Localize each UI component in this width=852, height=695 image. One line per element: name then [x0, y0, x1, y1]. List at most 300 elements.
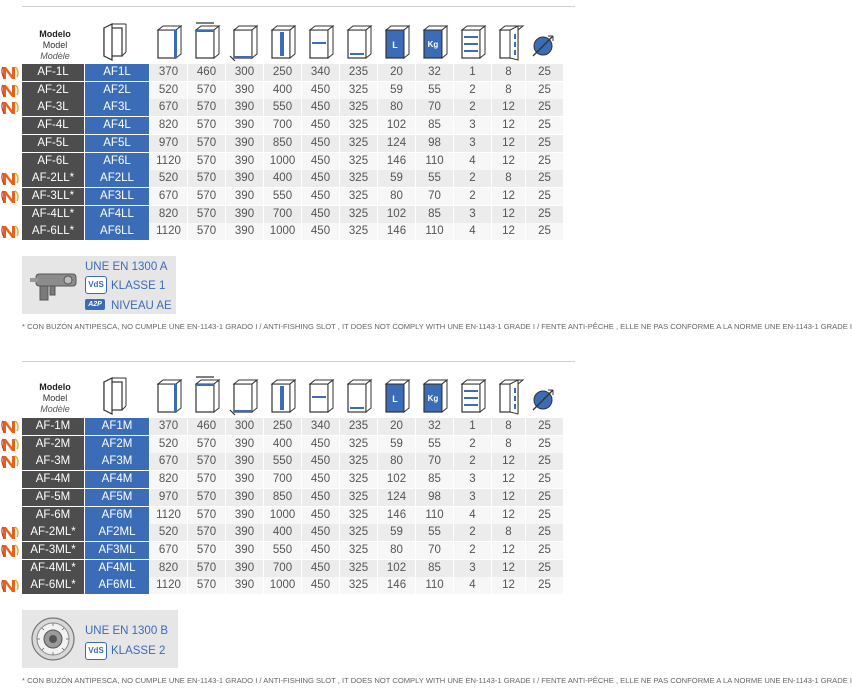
spec-cell: 400 [264, 436, 301, 453]
spec-cell: 2 [454, 524, 491, 541]
spec-cell: 80 [378, 453, 415, 470]
table-row [0, 524, 575, 541]
spec-cell: 85 [416, 560, 453, 577]
spec-cell: 70 [416, 99, 453, 116]
bolts-icon [492, 20, 530, 64]
spec-cell: 2 [454, 82, 491, 99]
spec-cell: 235 [340, 418, 377, 435]
spec-cell: 850 [264, 489, 301, 506]
product-code-cell: AF1L [85, 64, 149, 81]
spec-cell: 390 [226, 560, 263, 577]
model-name-cell: AF-6LL* [22, 223, 84, 240]
new-badge-icon [2, 100, 20, 115]
spec-cell: 550 [264, 188, 301, 205]
table-row [0, 170, 575, 187]
spec-cell: 2 [454, 99, 491, 116]
spec-cell: 55 [416, 436, 453, 453]
spec-cell: 390 [226, 206, 263, 223]
spec-cell: 25 [526, 577, 563, 594]
spec-cell: 110 [416, 153, 453, 170]
spec-cell: 102 [378, 117, 415, 134]
spec-cell: 450 [302, 99, 339, 116]
model-name-cell: AF-2M [22, 436, 84, 453]
outer-depth-icon [226, 374, 264, 418]
product-code-cell: AF5L [85, 135, 149, 152]
spec-cell: 3 [454, 117, 491, 134]
table-row [0, 64, 575, 81]
spec-cell: 8 [492, 64, 525, 81]
model-column-header: Modelo Model Modèle [39, 382, 71, 414]
cert-klasse: KLASSE 1 [111, 280, 166, 292]
product-code-cell: AF3ML [85, 542, 149, 559]
spec-cell: 146 [378, 507, 415, 524]
spec-cell: 390 [226, 524, 263, 541]
spec-cell: 550 [264, 453, 301, 470]
spec-cell: 85 [416, 471, 453, 488]
spec-cell: 450 [302, 188, 339, 205]
door-icon [96, 20, 134, 64]
spec-cell: 970 [150, 489, 187, 506]
product-code-cell: AF2M [85, 436, 149, 453]
spec-cell: 3 [454, 471, 491, 488]
spec-cell: 570 [188, 153, 225, 170]
spec-cell: 110 [416, 507, 453, 524]
spec-cell: 570 [188, 542, 225, 559]
model-name-cell: AF-5L [22, 135, 84, 152]
volume-icon [378, 374, 416, 418]
spec-cell: 450 [302, 206, 339, 223]
spec-cell: 1 [454, 418, 491, 435]
spec-cell: 124 [378, 135, 415, 152]
spec-cell: 55 [416, 524, 453, 541]
spec-cell: 12 [492, 206, 525, 223]
new-badge-icon [2, 543, 20, 558]
spec-cell: 325 [340, 489, 377, 506]
spec-cell: 325 [340, 188, 377, 205]
spec-cell: 390 [226, 82, 263, 99]
product-code-cell: AF2LL [85, 170, 149, 187]
model-name-cell: AF-6L [22, 153, 84, 170]
spec-cell: 8 [492, 436, 525, 453]
certification-box [22, 610, 178, 668]
spec-cell: 2 [454, 453, 491, 470]
spec-cell: 25 [526, 82, 563, 99]
spec-cell: 570 [188, 524, 225, 541]
spec-cell: 12 [492, 153, 525, 170]
table-row [0, 507, 575, 524]
column-icon-row [0, 374, 575, 418]
a2p-badge: A2P [85, 299, 105, 310]
cert-norm: UNE EN 1300 B [85, 625, 169, 637]
spec-cell: 102 [378, 206, 415, 223]
table-row [0, 418, 575, 435]
model-name-cell: AF-4M [22, 471, 84, 488]
spec-cell: 102 [378, 471, 415, 488]
spec-cell: 670 [150, 542, 187, 559]
spec-cell: 390 [226, 507, 263, 524]
inner-width-icon [302, 20, 340, 64]
spec-cell: 390 [226, 489, 263, 506]
spec-cell: 570 [188, 489, 225, 506]
spec-cell: 450 [302, 170, 339, 187]
door-icon [96, 374, 134, 418]
spec-cell: 80 [378, 542, 415, 559]
spec-cell: 325 [340, 206, 377, 223]
spec-cell: 300 [226, 64, 263, 81]
inner-depth-icon [340, 20, 378, 64]
spec-cell: 520 [150, 170, 187, 187]
spec-cell: 390 [226, 117, 263, 134]
footnote: * CON BUZÓN ANTIPESCA, NO CUMPLE UNE EN-1143-1 GRADO I / ANTI-FISHING SLOT , IT DOES NOT COMPLY WITH UNE EN-1143-1 GRADE I / FENTE ANTI-PÊCHE , ELLE NE PAS CONFORME A LA NORME UNE EN-1143-1 GRADE I [22, 322, 852, 331]
cert-niveau: NIVEAU AE [111, 300, 172, 312]
new-badge-icon [2, 224, 20, 239]
spec-cell: 700 [264, 560, 301, 577]
spec-cell: 390 [226, 436, 263, 453]
spec-cell: 12 [492, 507, 525, 524]
spec-cell: 570 [188, 170, 225, 187]
spec-cell: 70 [416, 188, 453, 205]
model-name-cell: AF-5M [22, 489, 84, 506]
spec-cell: 25 [526, 206, 563, 223]
footnote: * CON BUZÓN ANTIPESCA, NO CUMPLE UNE EN-1143-1 GRADO I / ANTI-FISHING SLOT , IT DOES NOT COMPLY WITH UNE EN-1143-1 GRADE I / FENTE ANTI-PÊCHE , ELLE NE PAS CONFORME A LA NORME UNE EN-1143-1 GRADE I [22, 676, 852, 685]
inner-height-icon [264, 20, 302, 64]
spec-cell: 59 [378, 82, 415, 99]
spec-cell: 124 [378, 489, 415, 506]
svg-text:L: L [392, 394, 398, 404]
model-name-cell: AF-1M [22, 418, 84, 435]
outer-height-icon [150, 20, 188, 64]
bolt-diameter-icon [526, 20, 564, 64]
spec-cell: 400 [264, 82, 301, 99]
shelves-icon [454, 374, 492, 418]
spec-cell: 3 [454, 206, 491, 223]
spec-cell: 1120 [150, 223, 187, 240]
spec-cell: 59 [378, 436, 415, 453]
spec-cell: 25 [526, 223, 563, 240]
spec-cell: 25 [526, 489, 563, 506]
new-badge-icon [2, 454, 20, 469]
outer-width-icon [188, 374, 226, 418]
spec-cell: 820 [150, 471, 187, 488]
spec-cell: 12 [492, 560, 525, 577]
spec-cell: 450 [302, 223, 339, 240]
spec-cell: 450 [302, 507, 339, 524]
spec-cell: 3 [454, 489, 491, 506]
spec-cell: 98 [416, 135, 453, 152]
spec-cell: 450 [302, 560, 339, 577]
spec-cell: 1000 [264, 153, 301, 170]
spec-cell: 4 [454, 577, 491, 594]
spec-cell: 450 [302, 524, 339, 541]
spec-cell: 570 [188, 471, 225, 488]
volume-icon [378, 20, 416, 64]
spec-cell: 450 [302, 453, 339, 470]
table-row [0, 117, 575, 134]
spec-cell: 55 [416, 170, 453, 187]
spec-cell: 25 [526, 471, 563, 488]
spec-cell: 8 [492, 524, 525, 541]
spec-cell: 25 [526, 188, 563, 205]
spec-cell: 12 [492, 542, 525, 559]
spec-cell: 570 [188, 188, 225, 205]
spec-cell: 70 [416, 453, 453, 470]
spec-cell: 390 [226, 223, 263, 240]
table-row [0, 560, 575, 577]
outer-width-icon [188, 20, 226, 64]
spec-cell: 325 [340, 524, 377, 541]
product-code-cell: AF4LL [85, 206, 149, 223]
new-badge-icon [2, 437, 20, 452]
spec-cell: 3 [454, 560, 491, 577]
new-badge-icon [2, 419, 20, 434]
spec-cell: 55 [416, 82, 453, 99]
spec-cell: 520 [150, 436, 187, 453]
spec-cell: 520 [150, 524, 187, 541]
product-code-cell: AF3LL [85, 188, 149, 205]
spec-cell: 450 [302, 542, 339, 559]
spec-cell: 670 [150, 99, 187, 116]
spec-cell: 1000 [264, 223, 301, 240]
spec-cell: 820 [150, 206, 187, 223]
svg-text:L: L [392, 40, 398, 50]
new-badge-icon [2, 189, 20, 204]
spec-cell: 25 [526, 117, 563, 134]
model-name-cell: AF-2L [22, 82, 84, 99]
inner-depth-icon [340, 374, 378, 418]
vds-badge: VdS [85, 642, 107, 660]
product-code-cell: AF2ML [85, 524, 149, 541]
table-row [0, 135, 575, 152]
spec-cell: 32 [416, 418, 453, 435]
spec-cell: 1000 [264, 577, 301, 594]
spec-cell: 820 [150, 560, 187, 577]
spec-cell: 460 [188, 64, 225, 81]
spec-cell: 700 [264, 206, 301, 223]
product-code-cell: AF3M [85, 453, 149, 470]
spec-cell: 325 [340, 135, 377, 152]
model-name-cell: AF-2LL* [22, 170, 84, 187]
product-code-cell: AF6ML [85, 577, 149, 594]
spec-cell: 2 [454, 170, 491, 187]
spec-cell: 1120 [150, 577, 187, 594]
spec-cell: 2 [454, 542, 491, 559]
spec-cell: 85 [416, 206, 453, 223]
spec-cell: 80 [378, 99, 415, 116]
spec-cell: 12 [492, 135, 525, 152]
column-icon-row [0, 20, 575, 64]
product-code-cell: AF6LL [85, 223, 149, 240]
spec-cell: 450 [302, 153, 339, 170]
spec-cell: 700 [264, 471, 301, 488]
spec-cell: 25 [526, 418, 563, 435]
model-name-cell: AF-3L [22, 99, 84, 116]
spec-cell: 325 [340, 117, 377, 134]
spec-cell: 98 [416, 489, 453, 506]
spec-cell: 20 [378, 418, 415, 435]
spec-cell: 32 [416, 64, 453, 81]
spec-cell: 570 [188, 507, 225, 524]
table-row [0, 82, 575, 99]
spec-cell: 670 [150, 453, 187, 470]
cert-norm: UNE EN 1300 A [85, 261, 168, 273]
spec-cell: 325 [340, 99, 377, 116]
spec-cell: 570 [188, 436, 225, 453]
spec-cell: 460 [188, 418, 225, 435]
shelves-icon [454, 20, 492, 64]
weight-icon [416, 374, 454, 418]
spec-cell: 325 [340, 507, 377, 524]
spec-cell: 1120 [150, 153, 187, 170]
spec-cell: 250 [264, 418, 301, 435]
spec-cell: 25 [526, 170, 563, 187]
spec-cell: 12 [492, 577, 525, 594]
spec-cell: 12 [492, 188, 525, 205]
vds-badge: VdS [85, 276, 107, 294]
spec-cell: 570 [188, 117, 225, 134]
spec-cell: 670 [150, 188, 187, 205]
product-block-m-series [0, 362, 852, 695]
spec-cell: 1120 [150, 507, 187, 524]
spec-cell: 4 [454, 153, 491, 170]
product-code-cell: AF4M [85, 471, 149, 488]
spec-cell: 570 [188, 453, 225, 470]
spec-cell: 570 [188, 206, 225, 223]
spec-cell: 8 [492, 418, 525, 435]
spec-cell: 25 [526, 153, 563, 170]
table-row [0, 542, 575, 559]
spec-cell: 12 [492, 489, 525, 506]
model-name-cell: AF-1L [22, 64, 84, 81]
spec-cell: 450 [302, 436, 339, 453]
spec-cell: 12 [492, 223, 525, 240]
table-row [0, 577, 575, 594]
product-code-cell: AF4L [85, 117, 149, 134]
spec-cell: 2 [454, 188, 491, 205]
spec-cell: 450 [302, 489, 339, 506]
new-badge-icon [2, 65, 20, 80]
model-name-cell: AF-4L [22, 117, 84, 134]
table-row [0, 99, 575, 116]
model-name-cell: AF-6ML* [22, 577, 84, 594]
spec-cell: 850 [264, 135, 301, 152]
spec-cell: 325 [340, 170, 377, 187]
spec-cell: 570 [188, 82, 225, 99]
spec-cell: 390 [226, 188, 263, 205]
bolt-diameter-icon [526, 374, 564, 418]
spec-cell: 390 [226, 577, 263, 594]
product-code-cell: AF1M [85, 418, 149, 435]
new-badge-icon [2, 525, 20, 540]
spec-cell: 450 [302, 577, 339, 594]
model-name-cell: AF-4ML* [22, 560, 84, 577]
product-block-l-series [0, 0, 852, 345]
spec-cell: 250 [264, 64, 301, 81]
spec-cell: 390 [226, 542, 263, 559]
outer-height-icon [150, 374, 188, 418]
spec-cell: 340 [302, 64, 339, 81]
spec-cell: 300 [226, 418, 263, 435]
combination-lock-icon [30, 616, 76, 662]
table-row [0, 436, 575, 453]
spec-cell: 570 [188, 135, 225, 152]
spec-cell: 390 [226, 453, 263, 470]
product-code-cell: AF6L [85, 153, 149, 170]
model-name-cell: AF-3ML* [22, 542, 84, 559]
spec-cell: 146 [378, 153, 415, 170]
table-row [0, 489, 575, 506]
spec-cell: 325 [340, 471, 377, 488]
product-code-cell: AF2L [85, 82, 149, 99]
spec-cell: 12 [492, 471, 525, 488]
spec-cell: 390 [226, 153, 263, 170]
spec-cell: 25 [526, 507, 563, 524]
spec-cell: 25 [526, 99, 563, 116]
spec-cell: 325 [340, 223, 377, 240]
spec-cell: 8 [492, 82, 525, 99]
weight-icon [416, 20, 454, 64]
spec-cell: 3 [454, 135, 491, 152]
table-row [0, 223, 575, 240]
model-name-cell: AF-6M [22, 507, 84, 524]
spec-cell: 570 [188, 223, 225, 240]
top-divider [22, 6, 575, 7]
outer-depth-icon [226, 20, 264, 64]
spec-cell: 400 [264, 524, 301, 541]
key-lock-icon [28, 266, 80, 304]
product-code-cell: AF6M [85, 507, 149, 524]
spec-cell: 25 [526, 436, 563, 453]
spec-cell: 12 [492, 117, 525, 134]
spec-cell: 25 [526, 135, 563, 152]
spec-cell: 570 [188, 560, 225, 577]
spec-cell: 325 [340, 436, 377, 453]
svg-text:Kg: Kg [427, 394, 439, 403]
table-row [0, 188, 575, 205]
table-row [0, 453, 575, 470]
spec-cell: 12 [492, 453, 525, 470]
spec-cell: 820 [150, 117, 187, 134]
spec-cell: 146 [378, 577, 415, 594]
spec-cell: 102 [378, 560, 415, 577]
spec-cell: 450 [302, 117, 339, 134]
product-code-cell: AF4ML [85, 560, 149, 577]
spec-cell: 4 [454, 507, 491, 524]
spec-cell: 80 [378, 188, 415, 205]
spec-cell: 570 [188, 577, 225, 594]
new-badge-icon [2, 578, 20, 593]
spec-cell: 325 [340, 542, 377, 559]
spec-cell: 450 [302, 471, 339, 488]
spec-cell: 59 [378, 170, 415, 187]
spec-cell: 340 [302, 418, 339, 435]
spec-cell: 400 [264, 170, 301, 187]
spec-cell: 8 [492, 170, 525, 187]
spec-cell: 390 [226, 170, 263, 187]
model-column-header: Modelo Model Modèle [39, 29, 71, 61]
spec-cell: 25 [526, 560, 563, 577]
spec-cell: 110 [416, 577, 453, 594]
bolts-icon [492, 374, 530, 418]
spec-cell: 85 [416, 117, 453, 134]
spec-cell: 570 [188, 99, 225, 116]
spec-cell: 235 [340, 64, 377, 81]
spec-cell: 110 [416, 223, 453, 240]
spec-cell: 4 [454, 223, 491, 240]
spec-cell: 325 [340, 453, 377, 470]
new-badge-icon [2, 83, 20, 98]
spec-cell: 390 [226, 471, 263, 488]
table-row [0, 153, 575, 170]
